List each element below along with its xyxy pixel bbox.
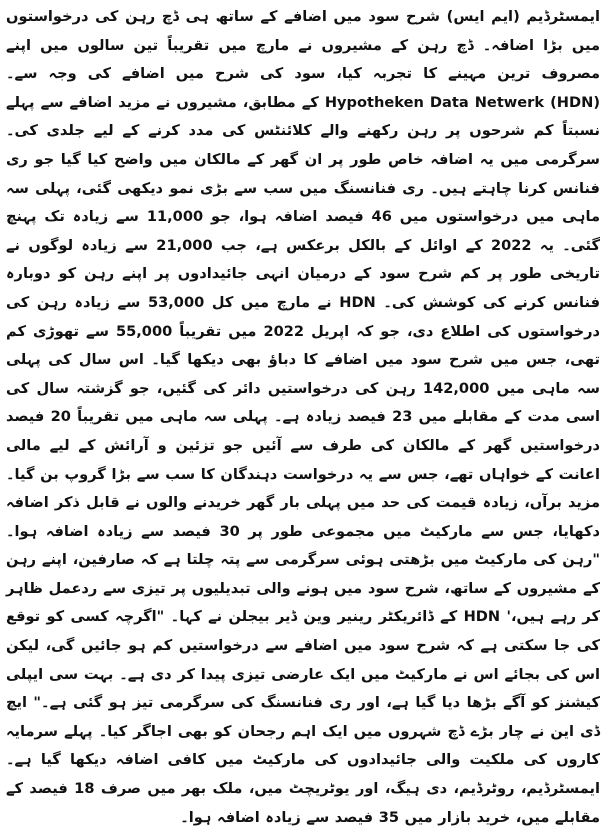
article-body: ایمسٹرڈیم (ایم ایس) شرح سود میں اضافے کے ساتھ ہی ڈچ رہن کی درخواستوں میں بڑا اضافہ۔ ڈچ رہن کے مشیروں نے مارچ میں تقریباً تین سالوں میں اپنے مصروف ترین مہینے کا تجربہ کیا، سود کی شرح میں اضافے کی وجہ سے۔ Hypotheken Data Netwerk (HDN) کے مطابق، مشیروں نے مزید اضافے سے پہلے نسبتاً کم شرحوں پر رہن رکھنے والے کلائنٹس کی مدد کرنے کے لیے جلدی کی۔ سرگرمی میں یہ اضافہ خاص طور پر ان گھر کے مالکان میں واضح کیا گیا جو ری فنانس کرنا چاہتے ہیں۔ ری فنانسنگ میں سب سے بڑی نمو دیکھی گئی، پہلی سہ ماہی میں درخواستوں میں 46 فیصد اضافہ ہوا، جو 11,000 سے زیادہ تک پہنچ گئی۔ یہ 2022 کے اوائل کے بالکل برعکس ہے، جب 21,000 سے زیادہ لوگوں نے تاریخی طور پر کم شرح سود کے درمیان انہی جائیدادوں پر اپنے رہن کو دوبارہ فنانس کرنے کی کوشش کی۔ HDN نے مارچ میں کل 53,000 سے زیادہ رہن کی درخواستوں کی اطلاع دی، جو کہ اپریل 2022 میں تقریباً 55,000 سے تھوڑی کم تھی، جس میں شرح سود میں اضافے کا دباؤ بھی دیکھا گیا۔ اس سال کی پہلی سہ ماہی میں 142,000 رہن کی درخواستیں دائر کی گئیں، جو گزشتہ سال کی اسی مدت کے مقابلے میں 23 فیصد زیادہ ہے۔ پہلی سہ ماہی میں تقریباً 20 فیصد درخواستیں گھر کے مالکان کی طرف سے آئیں جو تزئین و آرائش کے لیے مالی اعانت کے خواہاں تھے، جس سے یہ درخواست دہندگان کا سب سے بڑا گروپ بن گیا۔ مزید برآں، زیادہ قیمت کی حد میں پہلی بار گھر خریدنے والوں نے قابل ذکر اضافہ دکھایا، جس سے مارکیٹ میں مجموعی طور پر 30 فیصد سے زیادہ اضافہ ہوا۔ "رہن کی مارکیٹ میں بڑھتی ہوئی سرگرمی سے پتہ چلتا ہے کہ صارفین، اپنے رہن کے مشیروں کے ساتھ، شرح سود میں ہونے والی تبدیلیوں پر تیزی سے ردعمل ظاہر کر رہے ہیں،' HDN کے ڈائریکٹر رینیر وین ڈیر بیجلن نے کہا۔ "اگرچہ کسی کو توقع کی جا سکتی ہے کہ شرح سود میں اضافے سے درخواستیں کم ہو جائیں گی، لیکن اس کی بجائے اس نے مارکیٹ میں ایک عارضی تیزی پیدا کر دی ہے۔ بہت سی ایپلی کیشنز کو آگے بڑھا دیا گیا ہے، اور ری فنانسنگ کی سرگرمی تیز ہو گئی ہے۔" ایچ ڈی این نے چار بڑے ڈچ شہروں میں ایک اہم رجحان کو بھی اجاگر کیا۔ پہلے سرمایہ کاروں کی ملکیت والی جائیدادوں کی مارکیٹ میں کافی اضافہ دیکھا گیا ہے۔ ایمسٹرڈیم، روٹرڈیم، دی ہیگ، اور یوٹریچٹ میں، ملک بھر میں صرف 18 فیصد کے مقابلے میں، خرید بازار میں 35 فیصد سے زیادہ اضافہ ہوا۔: [6, 8, 601, 826]
